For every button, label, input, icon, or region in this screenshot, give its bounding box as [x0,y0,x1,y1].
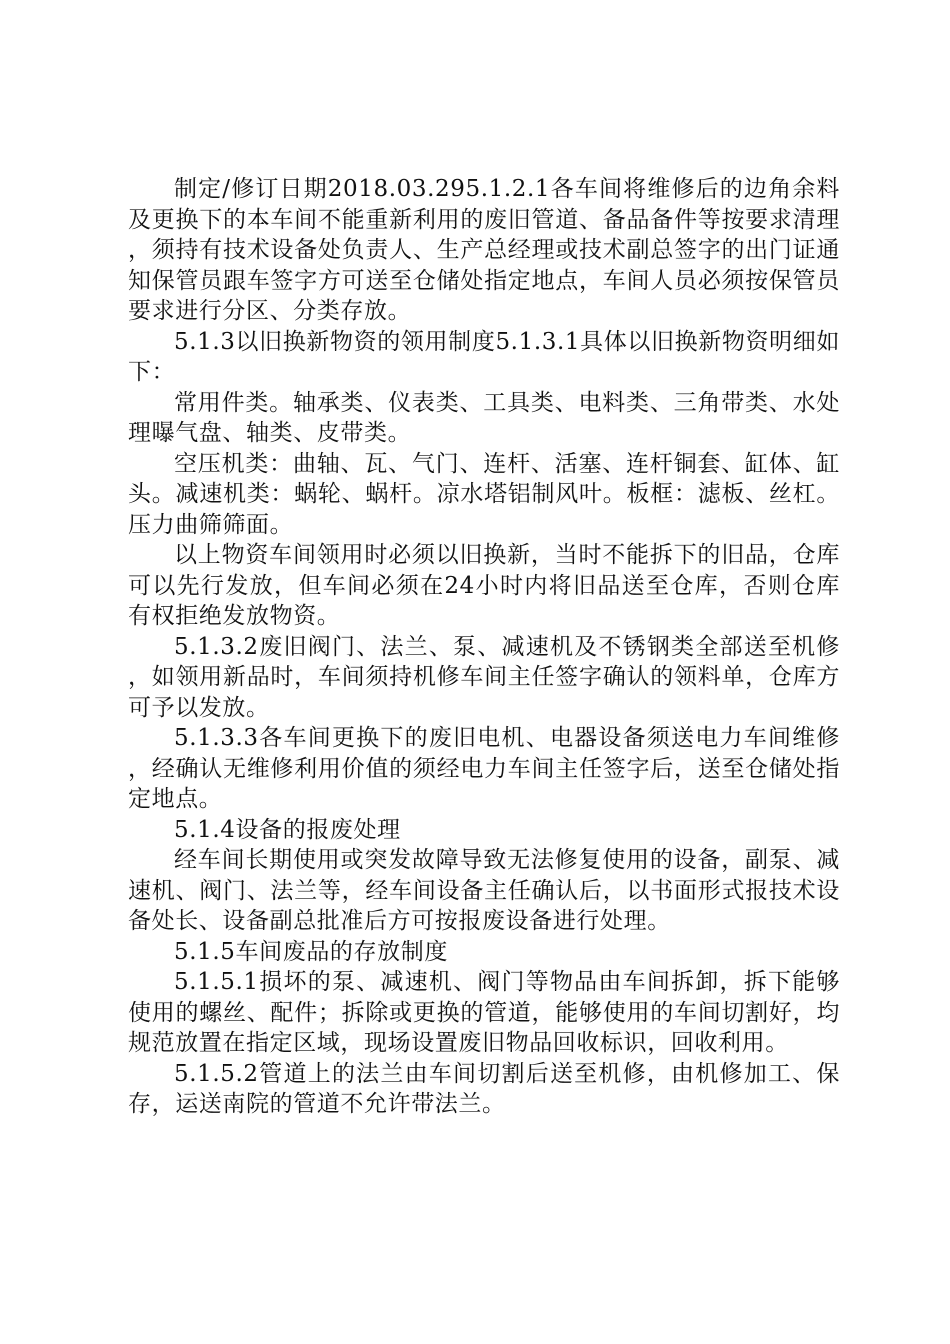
section-heading-equipment-scrapping: 5.1.4设备的报废处理 [174,816,401,843]
paragraph-motors-to-electric: 5.1.3.3各车间更换下的废旧电机、电器设备须送电力车间维修，经确认无维修利用价值的须经电力车间主任签字后，送至仓储处指定地点。 [128,725,840,812]
paragraph-scrap-material-handling: 制定/修订日期2018.03.295.1.2.1各车间将维修后的边角余料及更换下的本车间不能重新利用的废旧管道、备品备件等按要求清理，须持有技术设备处负责人、生产总经理或技术副总签字的出门证通知保管员跟车签字方可送至仓储处指定地点，车间人员必须按保管员要求进行分区、分类存放。 [128,176,840,324]
paragraph-old-for-new-policy: 5.1.3以旧换新物资的领用制度5.1.3.1具体以旧换新物资明细如下： [128,328,840,385]
paragraph-exchange-rule: 以上物资车间领用时必须以旧换新，当时不能拆下的旧品，仓库可以先行发放，但车间必须在24小时内将旧品送至仓库，否则仓库有权拒绝发放物资。 [128,542,840,629]
section-heading-waste-storage: 5.1.5车间废品的存放制度 [174,938,448,965]
paragraph-valves-to-repair: 5.1.3.2废旧阀门、法兰、泵、减速机及不锈钢类全部送至机修，如领用新品时，车间须持机修车间主任签字确认的领料单，仓库方可予以发放。 [128,633,840,721]
paragraph-pipe-flanges: 5.1.5.2管道上的法兰由车间切割后送至机修，由机修加工、保存，运送南院的管道不允许带法兰。 [128,1060,840,1117]
paragraph-compressor-parts: 空压机类：曲轴、瓦、气门、连杆、活塞、连杆铜套、缸体、缸头。减速机类：蜗轮、蜗杆。凉水塔铝制风叶。板框：滤板、丝杠。压力曲筛筛面。 [128,450,840,538]
document-body [128,174,840,1120]
paragraph-common-parts: 常用件类。轴承类、仪表类、工具类、电料类、三角带类、水处理曝气盘、轴类、皮带类。 [128,389,840,446]
paragraph-damaged-items: 5.1.5.1损坏的泵、减速机、阀门等物品由车间拆卸，拆下能够使用的螺丝、配件；拆除或更换的管道，能够使用的车间切割好，均规范放置在指定区域，现场设置废旧物品回收标识，回收利用。 [128,969,840,1056]
paragraph-equipment-scrapping: 经车间长期使用或突发故障导致无法修复使用的设备，副泵、减速机、阀门、法兰等，经车间设备主任确认后，以书面形式报技术设备处长、设备副总批准后方可按报废设备进行处理。 [128,847,840,934]
